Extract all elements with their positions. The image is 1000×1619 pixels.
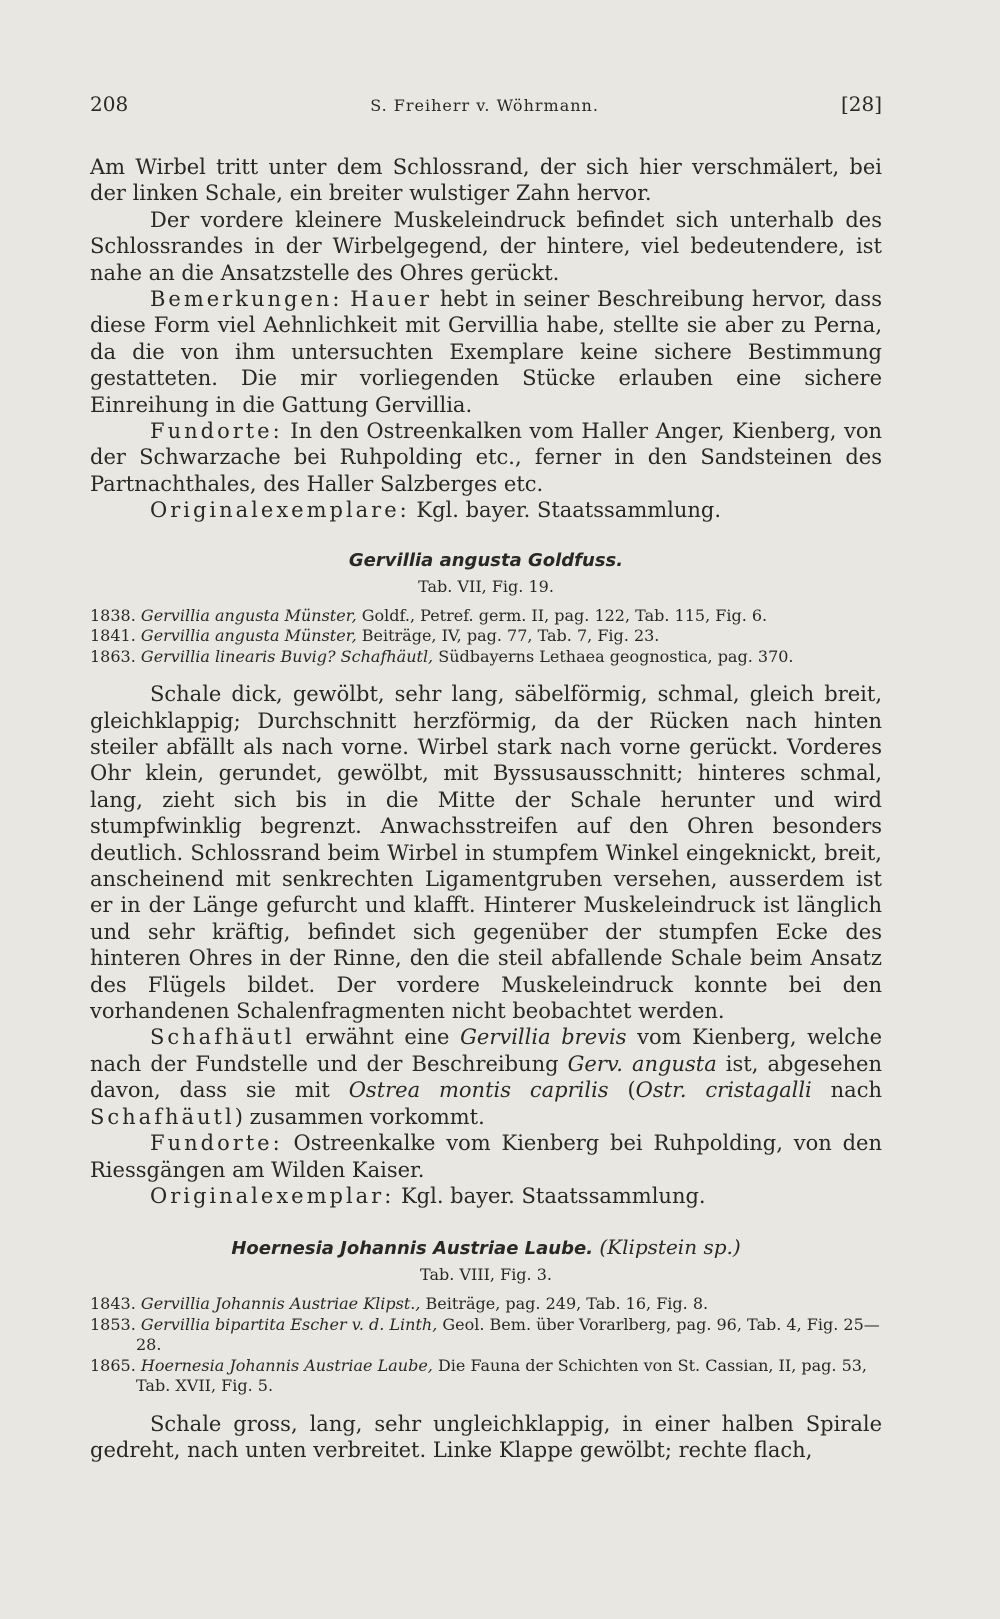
localities-label: Fundorte: <box>150 1131 283 1156</box>
paragraph: Originalexemplar: Kgl. bayer. Staatssammlung. <box>150 1183 706 1208</box>
plate-reference: Tab. VII, Fig. 19. <box>418 576 554 596</box>
synonymy-entry: 1863. Gervillia linearis Buvig? Schafhäutl, Südbayerns Lethaea geognostica, pag. 370. <box>90 646 794 666</box>
species-title: Hoernesia Johannis Austriae Laube. (Klipstein sp.) <box>231 1235 741 1260</box>
paragraph: Der vordere kleinere Muskeleindruck befindet sich unterhalb des Schlossrandes in der Wirbelgegend, der hintere, viel bedeutendere, ist nahe an die Ansatzstelle des Ohres gerückt. <box>90 207 882 285</box>
paragraph: Schale dick, gewölbt, sehr lang, säbelförmig, schmal, gleich breit, gleichklappig; Durchschnitt herzförmig, da der Rücken nach hinten steiler abfällt als nach vorne. Wirbel stark nach vorne gerückt. Vorderes Ohr klein, gerundet, gewölbt, mit Byssusausschnitt; hinteres schmal, lang, zieht sich bis in die Mitte der Schale herunter und wird stumpfwinklig begrenzt. Anwachsstreifen auf den Ohren besonders deutlich. Schlossrand beim Wirbel in stumpfem Winkel eingeknickt, breit, anscheinend mit senkrechten Ligamentgruben versehen, ausserdem ist er in der Länge gefurcht und klafft. Hinterer Muskeleindruck ist länglich und sehr kräftig, befindet sich gegenüber der stumpfen Ecke des hinteren Ohres in der Rinne, den die steil abfallende Schale beim Ansatz des Flügels bildet. Der vordere Muskeleindruck konnte bei den vorhandenen Schalenfragmenten nicht beobachtet werden. <box>90 682 882 1024</box>
author-name: Hauer <box>350 287 433 312</box>
paragraph: Schale gross, lang, sehr ungleichklappig, in einer halben Spirale gedreht, nach unten verbreitet. Linke Klappe gewölbt; rechte flach, <box>90 1411 882 1463</box>
paragraph: Schafhäutl erwähnt eine Gervillia brevis vom Kienberg, welche nach der Fundstelle und der Beschreibung Gerv. angusta ist, abgesehen davon, dass sie mit Ostrea montis caprilis (Ostr. cristagalli nach Schafhäutl) zusammen vorkommt. <box>90 1025 882 1129</box>
synonymy-list <box>90 1294 882 1397</box>
specimens-label: Originalexemplar: <box>150 1183 395 1208</box>
synonymy-entry: 1841. Gervillia angusta Münster, Beiträge, IV, pag. 77, Tab. 7, Fig. 23. <box>90 626 660 646</box>
running-head <box>90 92 882 116</box>
species-title: Gervillia angusta Goldfuss. <box>348 549 624 571</box>
specimens-label: Originalexemplare: <box>150 498 410 523</box>
paragraph-text: hebt in seiner Beschreibung hervor, dass diese Form viel Aehnlichkeit mit Gervillia habe, stellte sie aber zu Perna, da die von ihm untersuchten Exemplare keine sichere Bestimmung gestatteten. Die mir vorliegenden Stücke erlauben eine sichere Einreihung in die Gattung Gervillia. <box>90 287 882 417</box>
paragraph <box>90 418 882 497</box>
synonymy-entry: 1843. Gervillia Johannis Austriae Klipst., Beiträge, pag. 249, Tab. 16, Fig. 8. <box>90 1294 709 1314</box>
running-title: S. Freiherr v. Wöhrmann. <box>370 96 599 115</box>
paragraph-text: In den Ostreenkalken vom Haller Anger, Kienberg, von der Schwarzache bei Ruhpolding etc., ferner in den Sandsteinen des Partnachthales, des Haller Salzberges etc. <box>90 419 882 496</box>
plate-reference: Tab. VIII, Fig. 3. <box>420 1265 552 1285</box>
remarks-label: Bemerkungen: <box>150 287 343 312</box>
paragraph: Fundorte: Ostreenkalke vom Kienberg bei Ruhpolding, von den Riessgängen am Wilden Kaiser. <box>90 1131 882 1182</box>
localities-label: Fundorte: <box>150 419 283 444</box>
synonymy-entry: 1853. Gervillia bipartita Escher v. d. Linth, Geol. Bem. über Vorarlberg, pag. 96, Tab. 4, Fig. 25—28. <box>90 1314 880 1355</box>
bracket-page-number: [28] <box>840 92 882 116</box>
synonymy-entry: 1838. Gervillia angusta Münster, Goldf., Petref. germ. II, pag. 122, Tab. 115, Fig. 6. <box>90 605 768 625</box>
paragraph <box>90 497 882 523</box>
paragraph <box>90 286 882 418</box>
synonymy-entry: 1865. Hoernesia Johannis Austriae Laube, Die Fauna der Schichten von St. Cassian, II, pag. 53, Tab. XVII, Fig. 5. <box>90 1355 868 1396</box>
synonymy-list <box>90 606 882 668</box>
page-number: 208 <box>90 92 129 116</box>
paragraph-text: Kgl. bayer. Staatssammlung. <box>409 498 722 523</box>
paragraph: Am Wirbel tritt unter dem Schlossrand, der sich hier verschmälert, bei der linken Schale, ein breiter wulstiger Zahn hervor. <box>90 155 882 206</box>
